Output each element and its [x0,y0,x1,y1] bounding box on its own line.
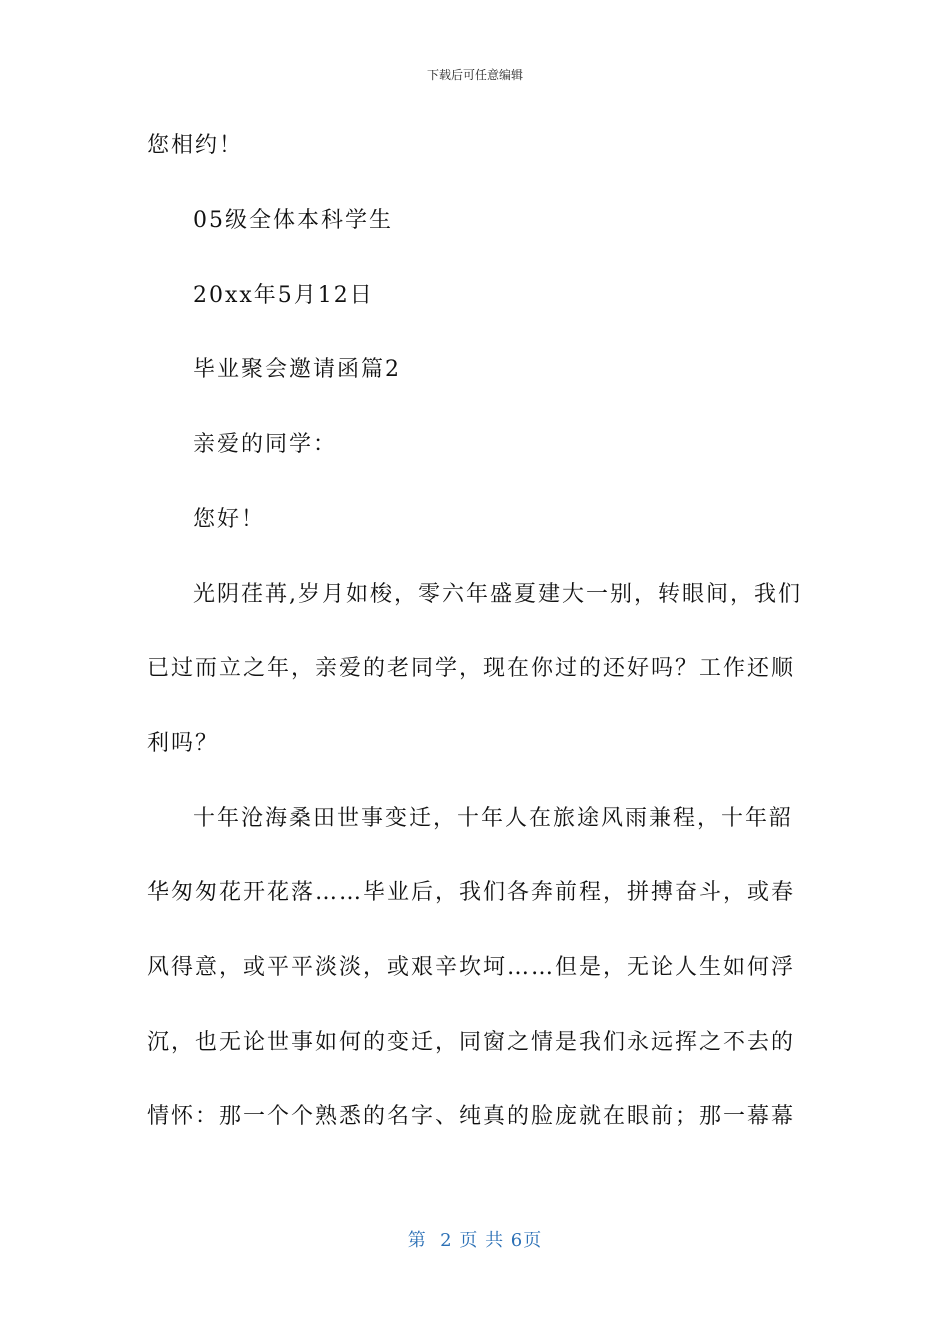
text-line-section-title: 毕业聚会邀请函篇2 [193,357,401,382]
page-number-footer [0,1226,950,1252]
text-line-closing: 您相约！ [147,133,244,158]
text-line-paragraph-1-line-2: 已过而立之年，亲爱的老同学，现在你过的还好吗？工作还顺 [147,656,796,681]
text-line-paragraph-2-line-3: 风得意，或平平淡淡，或艰辛坎坷……但是，无论人生如何浮 [147,955,796,980]
text-line-paragraph-2-line-4: 沉，也无论世事如何的变迁，同窗之情是我们永远挥之不去的 [147,1030,796,1055]
text-line-paragraph-2-line-1: 十年沧海桑田世事变迁，十年人在旅途风雨兼程，十年韶 [193,806,794,831]
text-line-paragraph-1-line-3: 利吗？ [147,731,220,756]
text-line-greeting: 您好！ [193,507,266,532]
page-header-note: 下载后可任意编辑 [426,68,523,82]
text-line-paragraph-2-line-2: 华匆匆花开花落……毕业后，我们各奔前程，拼搏奋斗，或春 [147,880,796,905]
text-line-salutation: 亲爱的同学： [193,432,338,457]
text-line-paragraph-2-line-5: 情怀：那一个个熟悉的名字、纯真的脸庞就在眼前；那一幕幕 [147,1104,796,1129]
text-line-sender: 05级全体本科学生 [193,208,393,233]
page-number-label: 第 2 页 共 6页 [407,1230,543,1251]
text-line-date: 20xx年5月12日 [193,283,374,308]
text-line-paragraph-1-line-1: 光阴荏苒,岁月如梭，零六年盛夏建大一别，转眼间，我们 [193,582,802,607]
